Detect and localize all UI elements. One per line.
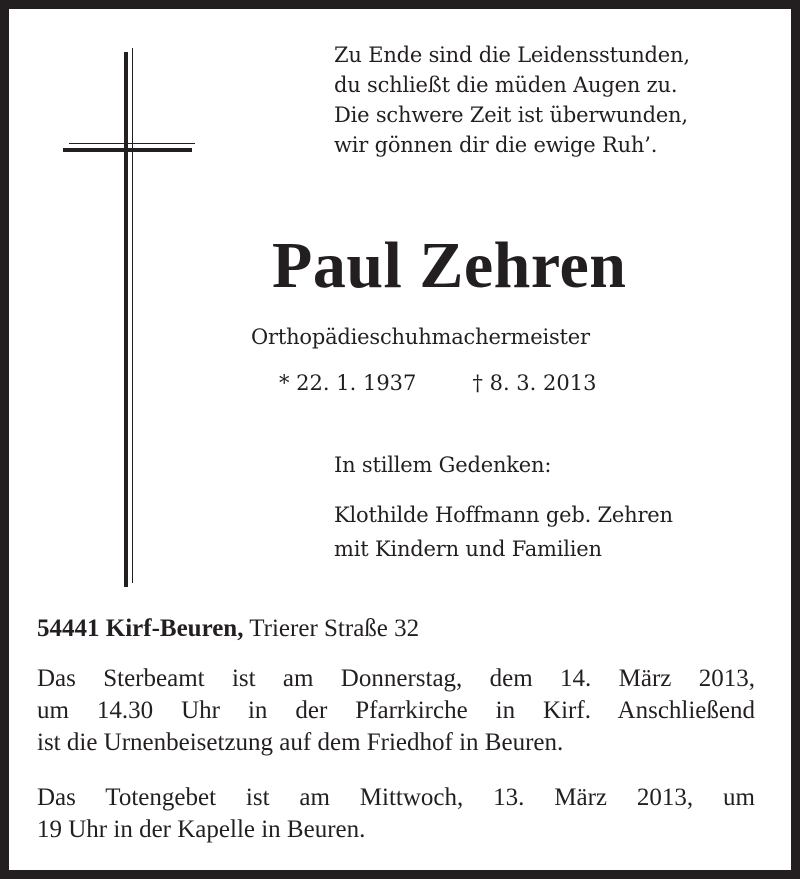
funeral-line: um 14.30 Uhr in der Pfarrkirche in Kirf. Anschließend <box>37 697 755 724</box>
poem-line: Die schwere Zeit ist überwunden, <box>334 103 688 127</box>
deceased-name: Paul Zehren <box>272 229 627 302</box>
address-street: Trierer Straße 32 <box>243 615 420 642</box>
birth-date: * 22. 1. 1937 <box>279 371 417 395</box>
deceased-profession: Orthopädieschuhmachermeister <box>251 325 590 349</box>
mourners-list <box>334 498 673 566</box>
mourner-line: mit Kindern und Familien <box>334 537 602 561</box>
poem-line: du schließt die müden Augen zu. <box>334 73 678 97</box>
cross-horizontal-thin <box>69 143 195 144</box>
poem-line: wir gönnen dir die ewige Ruh’. <box>334 133 658 157</box>
cross-horizontal-thick <box>63 148 192 152</box>
mourners-heading: In stillem Gedenken: <box>334 453 552 477</box>
prayer-info <box>37 782 755 846</box>
prayer-line: 19 Uhr in der Kapelle in Beuren. <box>37 816 366 843</box>
cross-vertical-thin <box>132 48 133 583</box>
death-date: † 8. 3. 2013 <box>472 371 597 395</box>
funeral-line: ist die Urnenbeisetzung auf dem Friedhof in Beuren. <box>37 729 564 756</box>
funeral-info <box>37 663 755 759</box>
prayer-line: Das Totengebet ist am Mittwoch, 13. März 2013, um <box>37 784 755 811</box>
mourner-line: Klothilde Hoffmann geb. Zehren <box>334 503 673 527</box>
funeral-line: Das Sterbeamt ist am Donnerstag, dem 14. März 2013, <box>37 665 755 692</box>
poem-line: Zu Ende sind die Leidensstunden, <box>334 43 690 67</box>
cross-vertical-thick <box>124 52 128 587</box>
poem <box>334 40 690 160</box>
address <box>37 613 419 645</box>
life-dates <box>279 368 596 398</box>
address-city: 54441 Kirf-Beuren, <box>37 615 244 642</box>
